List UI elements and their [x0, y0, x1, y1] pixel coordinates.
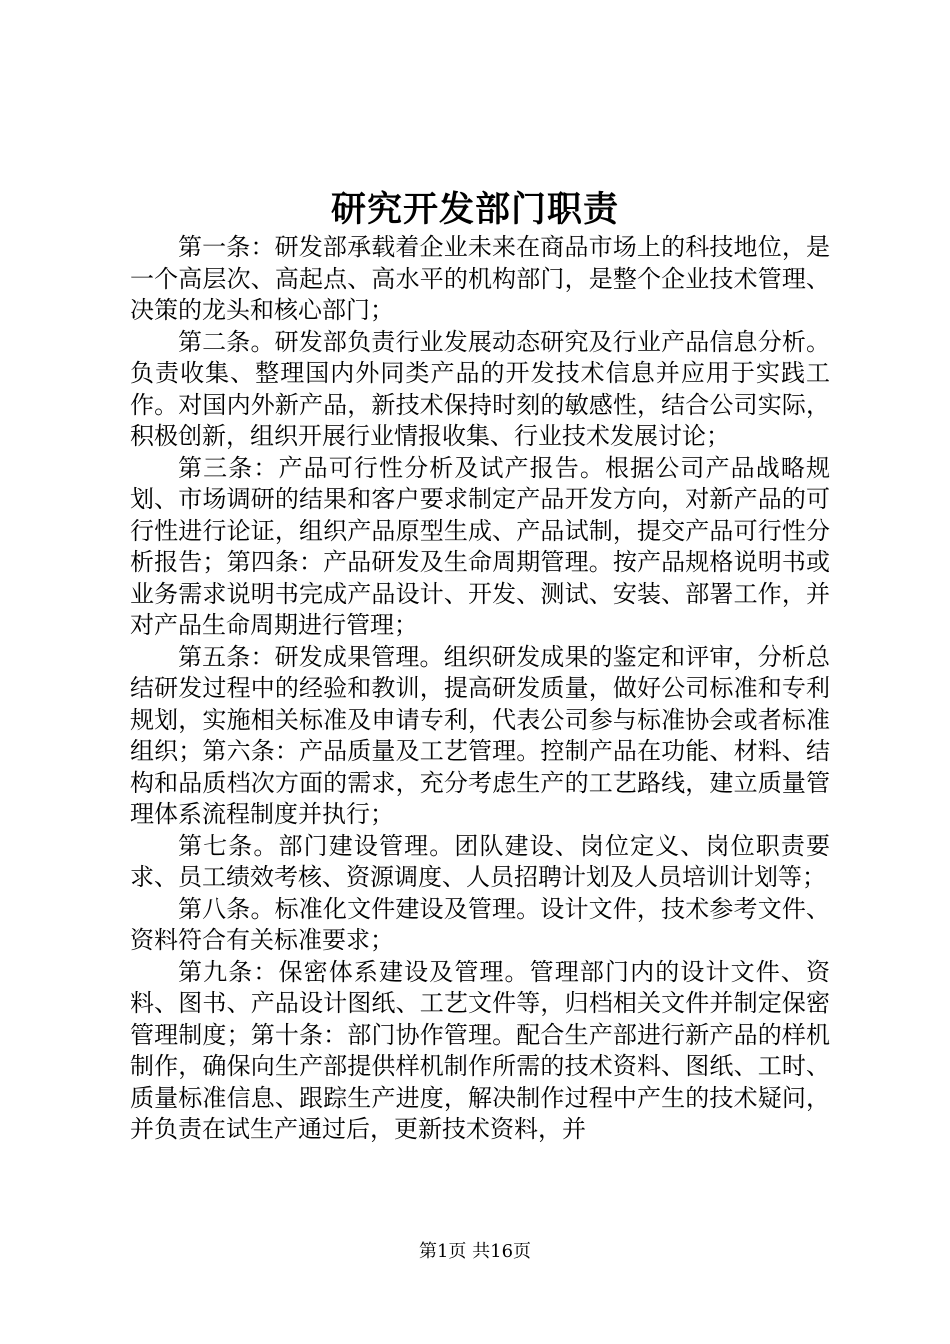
paragraph-article-7: 第七条。部门建设管理。团队建设、岗位定义、岗位职责要求、员工绩效考核、资源调度、人员招聘计划及人员培训计划等；: [130, 831, 830, 891]
paragraph-article-2: 第二条。研发部负责行业发展动态研究及行业产品信息分析。负责收集、整理国内外同类产品的开发技术信息并应用于实践工作。对国内外新产品，新技术保持时刻的敏感性，结合公司实际，积极创新，组织开展行业情报收集、行业技术发展讨论；: [130, 327, 830, 450]
paragraph-article-5-6: 第五条：研发成果管理。组织研发成果的鉴定和评审，分析总结研发过程中的经验和教训，提高研发质量，做好公司标准和专利规划，实施相关标准及申请专利，代表公司参与标准协会或者标准组织；第六条：产品质量及工艺管理。控制产品在功能、材料、结构和品质档次方面的需求，充分考虑生产的工艺路线，建立质量管理体系流程制度并执行；: [130, 642, 830, 828]
paragraph-article-1: 第一条：研发部承载着企业未来在商品市场上的科技地位，是一个高层次、高起点、高水平的机构部门，是整个企业技术管理、决策的龙头和核心部门；: [130, 233, 830, 324]
document-title: 研究开发部门职责: [330, 189, 619, 230]
paragraph-article-9-10: 第九条：保密体系建设及管理。管理部门内的设计文件、资料、图书、产品设计图纸、工艺文件等，归档相关文件并制定保密管理制度；第十条：部门协作管理。配合生产部进行新产品的样机制作，确保向生产部提供样机制作所需的技术资料、图纸、工时、质量标准信息、跟踪生产进度，解决制作过程中产生的技术疑问，并负责在试生产通过后，更新技术资料，并: [130, 957, 830, 1143]
paragraph-article-8: 第八条。标准化文件建设及管理。设计文件，技术参考文件、资料符合有关标准要求；: [130, 894, 830, 954]
document-body: [130, 232, 830, 1146]
paragraph-article-3-4: 第三条：产品可行性分析及试产报告。根据公司产品战略规划、市场调研的结果和客户要求制定产品开发方向，对新产品的可行性进行论证，组织产品原型生成、产品试制，提交产品可行性分析报告；第四条：产品研发及生命周期管理。按产品规格说明书或业务需求说明书完成产品设计、开发、测试、安装、部署工作，并对产品生命周期进行管理；: [130, 453, 830, 639]
page-number-footer: 第1页 共16页: [418, 1241, 532, 1262]
